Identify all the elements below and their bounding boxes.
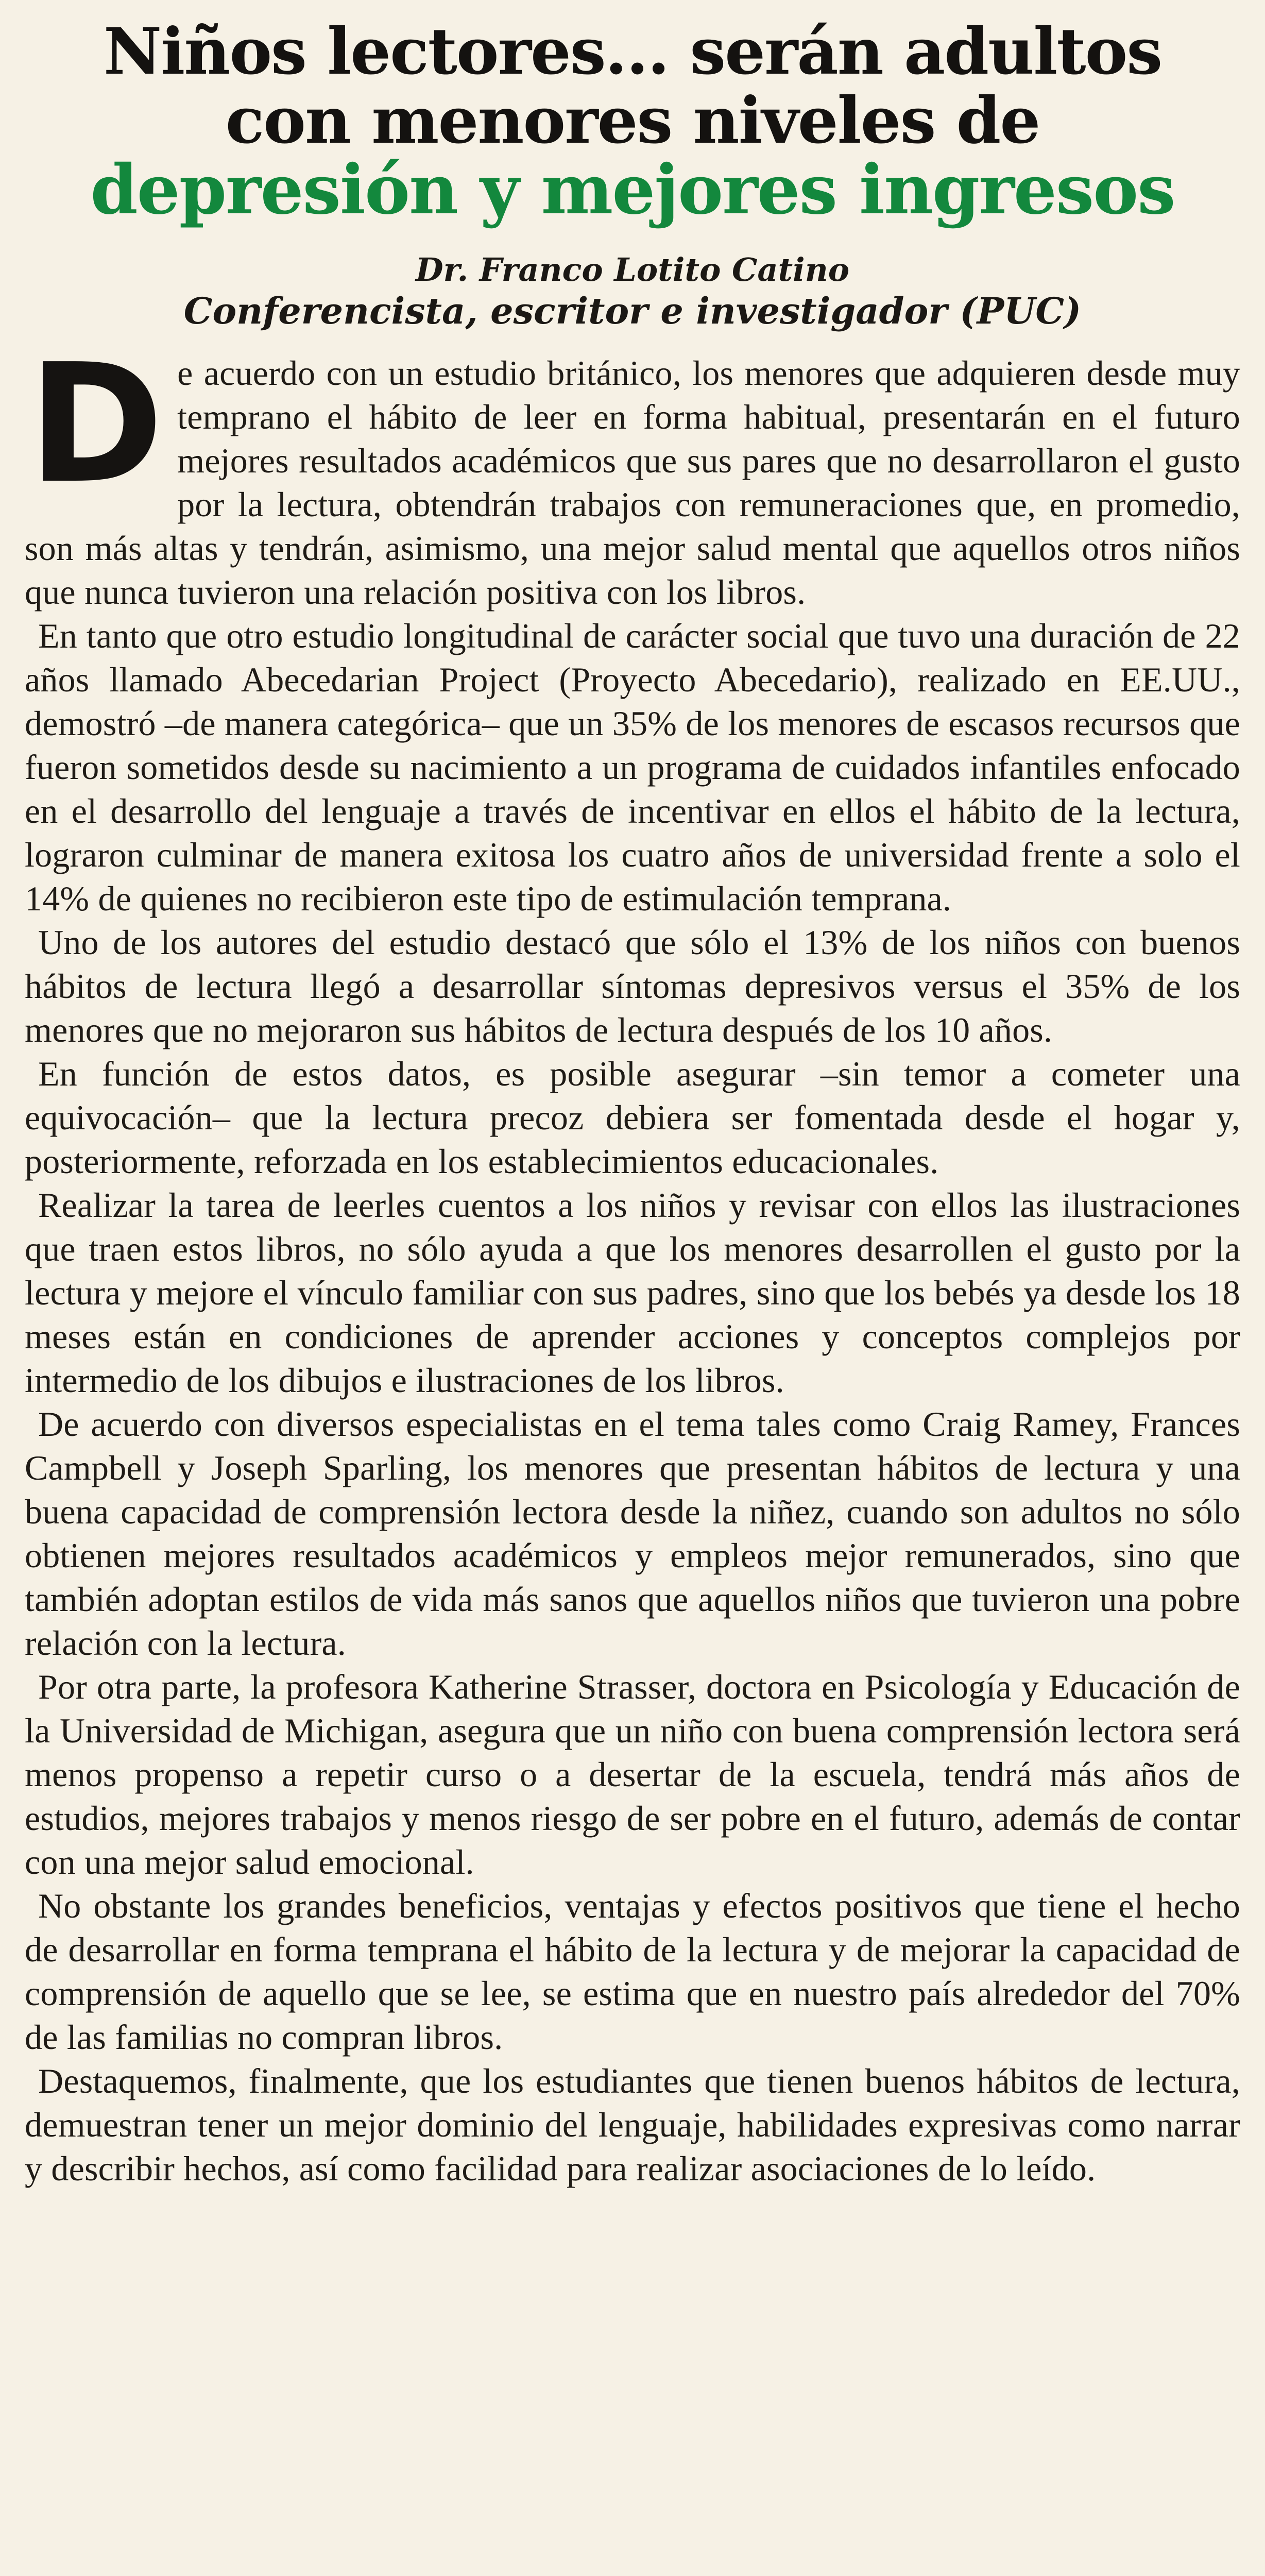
article-paragraph-6: De acuerdo con diversos especialistas en el tema tales como Craig Ramey, Frances Campbell y Joseph Sparling, los menores que presentan hábitos de lectura y una buena capacidad de comprensión lectora desde la niñez, cuando son adultos no sólo obtienen mejores resultados académicos y empleos mejor remunerados, sino que también adoptan estilos de vida más sanos que aquellos niños que tuvieron una pobre relación con la lectura. [25, 1404, 1240, 1663]
byline-author: Dr. Franco Lotito Catino [415, 251, 850, 289]
headline-line-2: con menores niveles de [225, 83, 1040, 158]
article-paragraph-3: Uno de los autores del estudio destacó que sólo el 13% de los niños con buenos hábitos de lectura llegó a desarrollar síntomas depresivos versus el 35% de los menores que no mejoraron sus hábitos de lectura después de los 10 años. [25, 923, 1240, 1049]
article-paragraph-5: Realizar la tarea de leerles cuentos a los niños y revisar con ellos las ilustraciones que traen estos libros, no sólo ayuda a que los menores desarrollen el gusto por la lectura y mejore el vínculo familiar con sus padres, sino que los bebés ya desde los 18 meses están en condiciones de aprender acciones y conceptos complejos por intermedio de los dibujos e ilustraciones de los libros. [25, 1185, 1240, 1400]
article-body [25, 329, 1240, 2191]
article-paragraph-4: En función de estos datos, es posible asegurar –sin temor a cometer una equivocación– que la lectura precoz debiera ser fomentada desde el hogar y, posteriormente, reforzada en los establecimientos educacionales. [25, 1054, 1240, 1181]
headline-line-1: Niños lectores... serán adultos [103, 14, 1162, 89]
article-headline [25, 14, 1240, 230]
drop-cap: D [28, 329, 164, 519]
byline-role: Conferencista, escritor e investigador (PUC) [183, 290, 1082, 332]
paragraph-1-text: e acuerdo con un estudio británico, los menores que adquieren desde muy temprano el hábito de leer en forma habitual, presentarán en el futuro mejores resultados académicos que sus pares que no desarrollaron el gusto por la lectura, obtendrán trabajos con remuneraciones que, en promedio, son más altas y tendrán, asimismo, una mejor salud mental que aquellos otros niños que nunca tuvieron una relación positiva con los libros. [25, 353, 1240, 612]
article-paragraph-1 [25, 329, 1240, 614]
byline [25, 249, 1240, 332]
article-paragraph-2: En tanto que otro estudio longitudinal de carácter social que tuvo una duración de 22 años llamado Abecedarian Project (Proyecto Abecedario), realizado en EE.UU., demostró –de manera categórica– que un 35% de los menores de escasos recursos que fueron sometidos desde su nacimiento a un programa de cuidados infantiles enfocado en el desarrollo del lenguaje a través de incentivar en ellos el hábito de la lectura, lograron culminar de manera exitosa los cuatro años de universidad frente a solo el 14% de quienes no recibieron este tipo de estimulación temprana. [25, 616, 1240, 918]
headline-line-3-accent: depresión y mejores ingresos [90, 150, 1175, 230]
article-paragraph-9: Destaquemos, finalmente, que los estudiantes que tienen buenos hábitos de lectura, demuestran tener un mejor dominio del lenguaje, habilidades expresivas como narrar y describir hechos, así como facilidad para realizar asociaciones de lo leído. [25, 2061, 1240, 2188]
article-paragraph-7: Por otra parte, la profesora Katherine Strasser, doctora en Psicología y Educación de la Universidad de Michigan, asegura que un niño con buena comprensión lectora será menos propenso a repetir curso o a desertar de la escuela, tendrá más años de estudios, mejores trabajos y menos riesgo de ser pobre en el futuro, además de contar con una mejor salud emocional. [25, 1667, 1240, 1882]
article-paragraph-8: No obstante los grandes beneficios, ventajas y efectos positivos que tiene el hecho de desarrollar en forma temprana el hábito de la lectura y de mejorar la capacidad de comprensión de aquello que se lee, se estima que en nuestro país alrededor del 70% de las familias no compran libros. [25, 1886, 1240, 2057]
